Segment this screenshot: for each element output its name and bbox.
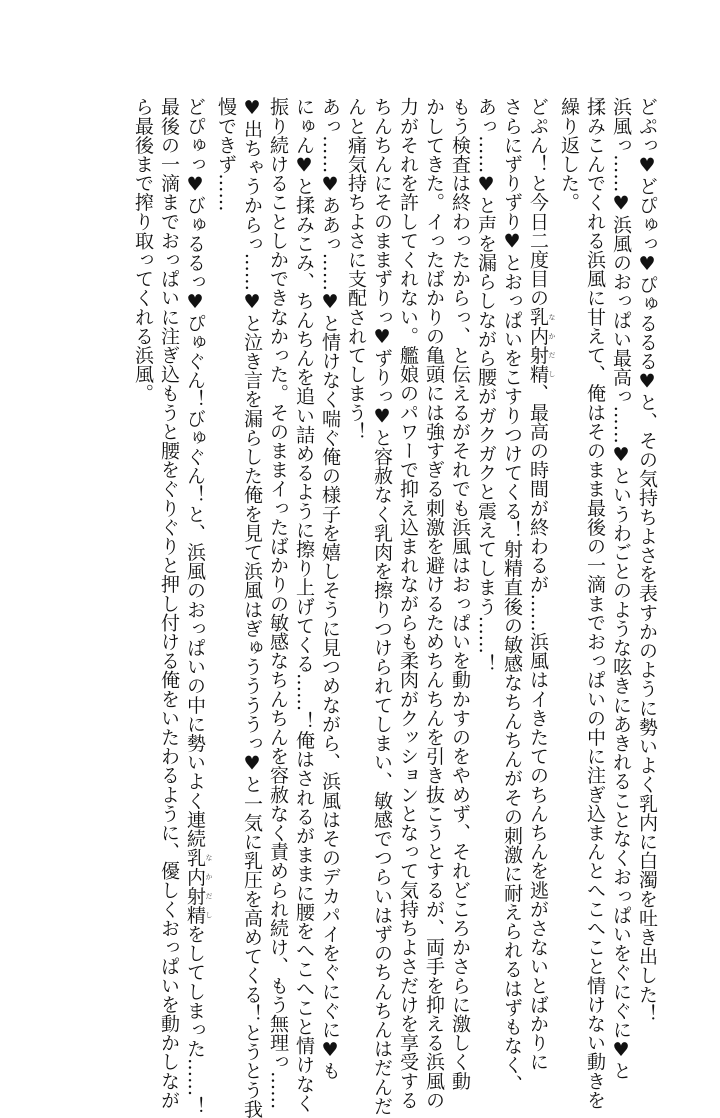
text-line: もう検査は終わったからっ、と伝えるがそれでも浜風はおっぱいを動かすのをやめず、それどころかさらに激しく動 — [449, 97, 471, 1091]
text-segment: 、最高の時間が終わるが……浜風はイきたてのちんちんを逃がさないとばかりに — [527, 383, 549, 1072]
text-line: かしてきた。イったばかりの亀頭には強すぎる刺激を避けるためちんちんを引き抜こうとするが、両手を抑える浜風の — [423, 97, 445, 1110]
text-line — [182, 97, 213, 1116]
ruby-reading: なかだし — [205, 847, 213, 925]
text-line: 力がそれを許してくれない。艦娘のパワーで抑え込まれながらも柔肉がクッションとなって気持ちよさだけを享受する — [397, 97, 419, 1110]
ruby-base: 乳内射精 — [184, 847, 206, 925]
text-line: 慢できず…… — [215, 97, 237, 212]
text-line: んと痛気持ちよさに支配されてしまう！ — [345, 97, 367, 441]
novel-page-text — [130, 97, 660, 1118]
text-line: あっ……♥と声を漏らしながら腰がガクガクと震えてしまう……！ — [475, 97, 497, 673]
text-line: あっ……♥ああっ……♥と情けなく喘ぐ俺の様子を嬉しそうに見つめながら、浜風はそのデカパイをぐにぐに♥も — [319, 97, 341, 1081]
text-segment: どぷん！と今日二度目の — [527, 97, 549, 308]
text-line: ちんちんにそのままずりっ♥ずりっ♥と容赦なく乳肉を擦りつけられてしまい、敏感でつらいはずのちんちんはだんだ — [371, 97, 393, 1116]
text-line: 浜風っ……♥浜風のおっぱい最高っ……♥というわごとのような呟きにあきれることなくおっぱいをぐにぐに♥と — [610, 97, 632, 1081]
text-line: どぷっ♥どぴゅっ♥ぴゅるるる♥と、その気持ちよさを表すかのように勢いよく乳内に白濁を吐き出した！ — [636, 97, 658, 1023]
ruby-word — [527, 307, 556, 384]
text-line: 揉みこんでくれる浜風に甘えて、俺はそのまま最後の一滴までおっぱいの中に注ぎ込まんとへこへこと情けない動きを — [584, 97, 606, 1110]
text-line: ♥出ちゃうからっ……♥と泣き言を漏らした俺を見て浜風はぎゅううううっ♥と一気に乳圧を高めてくる！とうとう我 — [241, 97, 263, 1118]
text-line: 繰り返した。 — [558, 97, 580, 212]
text-segment: どぴゅっ♥びゅるるっ♥ぴゅぐん！びゅぐん！と、浜風のおっぱいの中に勢いよく連続 — [184, 97, 206, 848]
ruby-reading: なかだし — [548, 307, 556, 384]
text-line: さらにずりずり♥とおっぱいをこすりつけてくる！射精直後の敏感なちんちんがその刺激に耐えられるはずもなく、 — [501, 97, 523, 1094]
text-line: 最後の一滴までおっぱいに注ぎ込もうと腰をぐりぐりと押し付ける俺をいたわるように、優しくおっぱいを動かしなが — [158, 97, 180, 1110]
text-line — [525, 97, 556, 1072]
text-line: ら最後まで搾り取ってくれる浜風。 — [132, 97, 154, 403]
text-line: 振り続けることしかできなかった。そのままイったばかりの敏感なちんちんを容赦なく責められ続け、もう無理っ…… — [267, 97, 289, 1110]
text-line: にゅん♥と揉みこみ、ちんちんを追い詰めるように擦り上げてくる……！俺はされるがままに腰をへこへこと情けなく — [293, 97, 315, 1113]
ruby-word — [184, 847, 213, 925]
text-segment: をしてしまった……！ — [184, 924, 206, 1116]
ruby-base: 乳内射精 — [527, 307, 549, 384]
